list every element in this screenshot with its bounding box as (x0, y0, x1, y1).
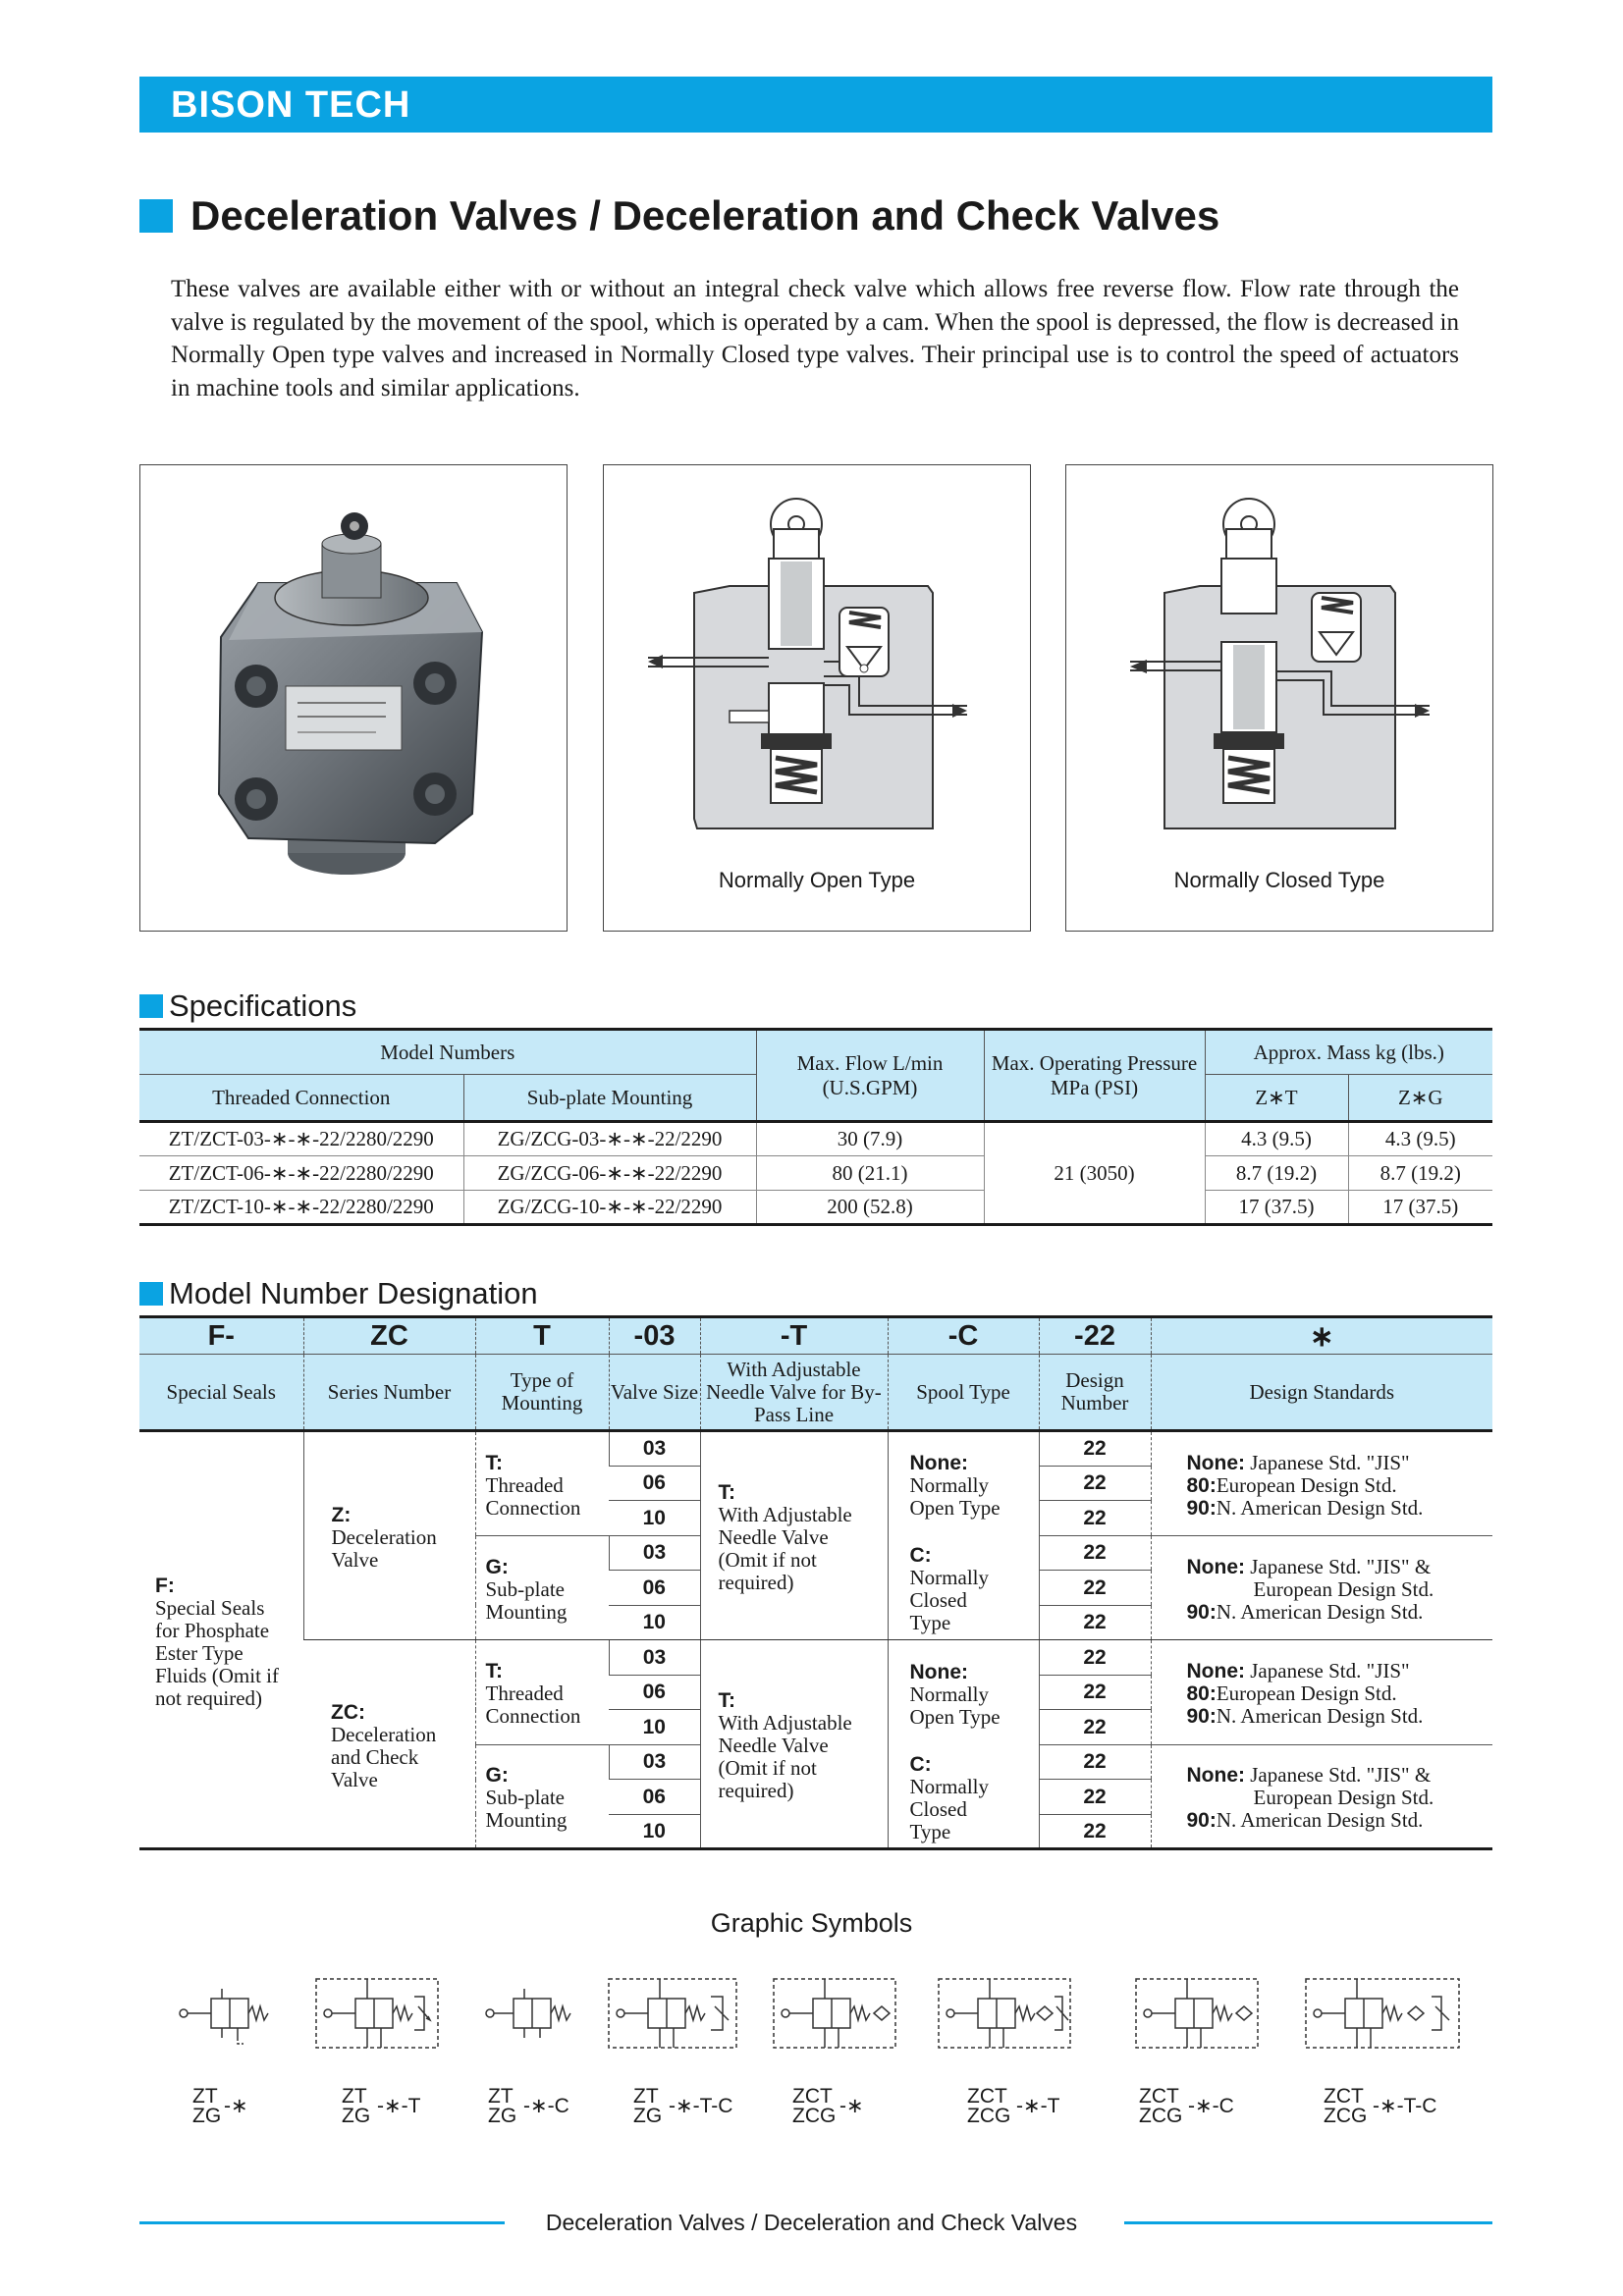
seal-code: F: (155, 1574, 175, 1597)
subplate-model: ZG/ZCG-06-∗-∗-22/2290 (463, 1156, 756, 1191)
spool-text: Normally Closed Type (909, 1774, 989, 1843)
mounting-text: Sub-plate Mounting (485, 1576, 568, 1624)
mounting-option-subplate (475, 1744, 609, 1849)
designation-heading (139, 1276, 538, 1311)
size-value: 06 (609, 1571, 700, 1606)
size-value: 10 (609, 1605, 700, 1640)
size-value: 03 (609, 1535, 700, 1571)
symbol-zct-zcg-t (939, 1979, 1070, 2048)
normally-closed-cross-section (1066, 465, 1494, 933)
needle-text: With Adjustable Needle Valve (Omit if not required) (718, 1503, 852, 1594)
standard-text: Japanese Std. "JIS" (1250, 1659, 1410, 1683)
mass-zg: 17 (37.5) (1348, 1191, 1492, 1225)
subplate-model: ZG/ZCG-03-∗-∗-22/2290 (463, 1122, 756, 1156)
standards-group-b (1151, 1744, 1492, 1849)
mounting-option-threaded (475, 1640, 609, 1745)
code-spool: -C (888, 1317, 1039, 1355)
design-number-value: 22 (1039, 1675, 1151, 1710)
mounting-code: T: (485, 1660, 503, 1683)
specifications-heading (139, 988, 356, 1024)
specifications-table (139, 1028, 1492, 1226)
needle-text: With Adjustable Needle Valve (Omit if not required) (718, 1711, 852, 1802)
code-standards: ∗ (1151, 1317, 1492, 1355)
design-number-value: 22 (1039, 1501, 1151, 1536)
symbol-label: ZT ZG -∗-T (342, 2085, 421, 2127)
standard-code: 80: (1186, 1473, 1217, 1497)
symbol-zct-zcg (774, 1979, 895, 2048)
header-max-pressure: Max. Operating Pressure MPa (PSI) (984, 1030, 1205, 1122)
size-value: 10 (609, 1501, 700, 1536)
size-value: 06 (609, 1466, 700, 1501)
heading-marker (139, 1282, 163, 1306)
design-number-value: 22 (1039, 1780, 1151, 1815)
threaded-model: ZT/ZCT-10-∗-∗-22/2280/2290 (139, 1191, 463, 1225)
code-size: -03 (609, 1317, 700, 1355)
size-value: 06 (609, 1780, 700, 1815)
standard-code: 80: (1186, 1682, 1217, 1706)
standards-group-a (1151, 1640, 1492, 1745)
standard-text: Japanese Std. "JIS" (1250, 1450, 1410, 1474)
standard-text: European Design Std. (1253, 1786, 1434, 1810)
standards-group-b (1151, 1535, 1492, 1640)
symbol-zct-zcg-t-c (1306, 1979, 1459, 2048)
label-series: Series Number (303, 1355, 475, 1431)
header-mass: Approx. Mass kg (lbs.) (1205, 1030, 1492, 1075)
standard-code: 90: (1186, 1600, 1217, 1624)
symbol-zt-zg-c (486, 1989, 570, 2038)
table-row (139, 1191, 1492, 1225)
design-number-value: 22 (1039, 1814, 1151, 1849)
mounting-text: Threaded Connection (485, 1682, 581, 1729)
normally-closed-caption: Normally Closed Type (1173, 868, 1385, 892)
spool-option-open (888, 1640, 1039, 1745)
series-text: Deceleration and Check Valve (331, 1722, 437, 1791)
needle-code: T: (718, 1689, 735, 1712)
header-model-numbers: Model Numbers (139, 1030, 756, 1075)
max-pressure: 21 (3050) (984, 1122, 1205, 1225)
brand-bar (139, 77, 1492, 133)
valve-photo-illustration (140, 465, 568, 933)
mounting-option-threaded (475, 1431, 609, 1536)
spool-text: Normally Open Type (909, 1682, 1001, 1729)
design-number-value: 22 (1039, 1710, 1151, 1745)
standard-code: None: (1186, 1451, 1245, 1474)
header-zg: Z∗G (1348, 1075, 1492, 1122)
symbol-label: ZCT ZCG -∗-C (1139, 2085, 1234, 2127)
heading-marker (139, 994, 163, 1018)
needle-code: T: (718, 1481, 735, 1504)
label-standards: Design Standards (1151, 1355, 1492, 1431)
header-max-flow: Max. Flow L/min (U.S.GPM) (756, 1030, 984, 1122)
table-row (139, 1156, 1492, 1191)
standard-text: N. American Design Std. (1216, 1808, 1424, 1833)
mass-zt: 4.3 (9.5) (1205, 1122, 1348, 1156)
series-option-zc (303, 1640, 475, 1849)
standard-text: European Design Std. (1253, 1576, 1434, 1601)
label-spool: Spool Type (888, 1355, 1039, 1431)
spool-code: C: (909, 1752, 932, 1776)
symbol-label: ZCT ZCG -∗-T-C (1324, 2085, 1437, 2127)
brand-name: BISON TECH (171, 84, 411, 126)
designation-heading-text: Model Number Designation (169, 1276, 538, 1310)
footer-title: Deceleration Valves / Deceleration and Check Valves (545, 2210, 1078, 2235)
standard-code: None: (1186, 1764, 1245, 1788)
standard-code: None: (1186, 1660, 1245, 1683)
design-number-value: 22 (1039, 1640, 1151, 1676)
series-text: Deceleration Valve (331, 1525, 437, 1572)
label-size: Valve Size (609, 1355, 700, 1431)
standard-code: None: (1186, 1555, 1245, 1578)
normally-open-cross-section (604, 465, 1032, 933)
header-threaded: Threaded Connection (139, 1075, 463, 1122)
max-flow: 30 (7.9) (756, 1122, 984, 1156)
mass-zg: 4.3 (9.5) (1348, 1122, 1492, 1156)
label-design-number: Design Number (1039, 1355, 1151, 1431)
standard-text: Japanese Std. "JIS" & (1250, 1763, 1432, 1788)
needle-option (700, 1640, 888, 1849)
needle-option (700, 1431, 888, 1640)
label-needle: With Adjustable Needle Valve for By-Pass Line (700, 1355, 888, 1431)
normally-open-diagram (603, 464, 1031, 932)
design-number-value: 22 (1039, 1605, 1151, 1640)
symbol-zct-zcg-c (1136, 1979, 1258, 2048)
standard-text: European Design Std. (1216, 1682, 1397, 1706)
seal-option (139, 1431, 303, 1849)
table-row (139, 1122, 1492, 1156)
code-needle: -T (700, 1317, 888, 1355)
standard-text: N. American Design Std. (1216, 1495, 1424, 1520)
mass-zg: 8.7 (19.2) (1348, 1156, 1492, 1191)
size-value: 03 (609, 1640, 700, 1676)
size-value: 10 (642, 1819, 666, 1842)
mass-zt: 17 (37.5) (1205, 1191, 1348, 1225)
mounting-option-subplate (475, 1535, 609, 1640)
graphic-symbols-title: Graphic Symbols (710, 1908, 913, 1938)
code-seal: F- (139, 1317, 303, 1355)
spool-option-closed (888, 1535, 1039, 1640)
subplate-model: ZG/ZCG-10-∗-∗-22/2290 (463, 1191, 756, 1225)
specifications-heading-text: Specifications (169, 988, 357, 1023)
graphic-symbols-row (139, 1967, 1492, 2065)
spool-option-closed (888, 1744, 1039, 1849)
seal-text: Special Seals for Phosphate Ester Type Fluids (Omit if not required) (155, 1595, 280, 1710)
symbol-zt-zg (180, 1989, 268, 2044)
series-code: Z: (331, 1504, 352, 1526)
standards-group-a (1151, 1431, 1492, 1536)
label-mounting: Type of Mounting (475, 1355, 609, 1431)
spool-code: None: (909, 1660, 968, 1683)
symbol-zt-zg-t (316, 1979, 438, 2048)
symbol-label: ZT ZG -∗-T-C (633, 2085, 733, 2127)
spool-code: None: (909, 1452, 968, 1474)
standard-code: 90: (1186, 1496, 1217, 1520)
symbol-label: ZCT ZCG -∗ (792, 2085, 864, 2127)
series-option-z (303, 1431, 475, 1640)
mass-zt: 8.7 (19.2) (1205, 1156, 1348, 1191)
symbol-zt-zg-t-c (609, 1979, 736, 2048)
mounting-text: Sub-plate Mounting (485, 1786, 568, 1833)
series-code: ZC: (331, 1700, 365, 1724)
design-number-value: 22 (1039, 1571, 1151, 1606)
threaded-model: ZT/ZCT-03-∗-∗-22/2280/2290 (139, 1122, 463, 1156)
designation-table (139, 1315, 1492, 1850)
code-series: ZC (303, 1317, 475, 1355)
header-subplate: Sub-plate Mounting (463, 1075, 756, 1122)
normally-closed-diagram (1065, 464, 1493, 932)
mounting-code: G: (485, 1764, 509, 1788)
mounting-code: T: (485, 1451, 503, 1474)
max-flow: 80 (21.1) (756, 1156, 984, 1191)
page-title: Deceleration Valves / Deceleration and Check Valves (190, 192, 1220, 239)
max-flow: 200 (52.8) (756, 1191, 984, 1225)
design-number-value: 22 (1039, 1431, 1151, 1467)
code-design-number: -22 (1039, 1317, 1151, 1355)
size-value: 03 (609, 1744, 700, 1780)
design-number-value: 22 (1039, 1535, 1151, 1571)
standard-code: 90: (1186, 1705, 1217, 1729)
standard-text: Japanese Std. "JIS" & (1250, 1554, 1432, 1578)
normally-open-caption: Normally Open Type (718, 868, 916, 892)
design-number-value: 22 (1039, 1466, 1151, 1501)
symbol-label: ZCT ZCG -∗-T (967, 2085, 1060, 2127)
intro-paragraph: These valves are available either with or without an integral check valve which allows free reverse flow. Flow rate through the valve is regulated by the movement of the spool, which is operated by a cam. When the spool is depressed, the flow is decreased in Normally Open type valves and increased in Normally Closed type valves. Their principal use is to control the speed of actuators in machine tools and similar applications. (171, 276, 1459, 401)
size-value: 10 (609, 1710, 700, 1745)
symbol-label: ZT ZG -∗ (192, 2085, 248, 2127)
header-zt: Z∗T (1205, 1075, 1348, 1122)
label-seal: Special Seals (139, 1355, 303, 1431)
size-value: 03 (609, 1431, 700, 1467)
size-value: 06 (609, 1675, 700, 1710)
threaded-model: ZT/ZCT-06-∗-∗-22/2280/2290 (139, 1156, 463, 1191)
symbol-label: ZT ZG -∗-C (488, 2085, 569, 2127)
standard-code: 90: (1186, 1809, 1217, 1833)
mounting-text: Threaded Connection (485, 1472, 581, 1520)
mounting-code: G: (485, 1555, 509, 1578)
product-photo (139, 464, 568, 932)
standard-text: European Design Std. (1216, 1472, 1397, 1497)
spool-text: Normally Closed Type (909, 1566, 989, 1634)
title-marker (139, 199, 173, 233)
spool-option-open (888, 1431, 1039, 1536)
code-mounting: T (475, 1317, 609, 1355)
spool-code: C: (909, 1544, 932, 1567)
design-number-value: 22 (1039, 1744, 1151, 1780)
standard-text: N. American Design Std. (1216, 1599, 1424, 1624)
spool-text: Normally Open Type (909, 1473, 1001, 1520)
standard-text: N. American Design Std. (1216, 1704, 1424, 1729)
